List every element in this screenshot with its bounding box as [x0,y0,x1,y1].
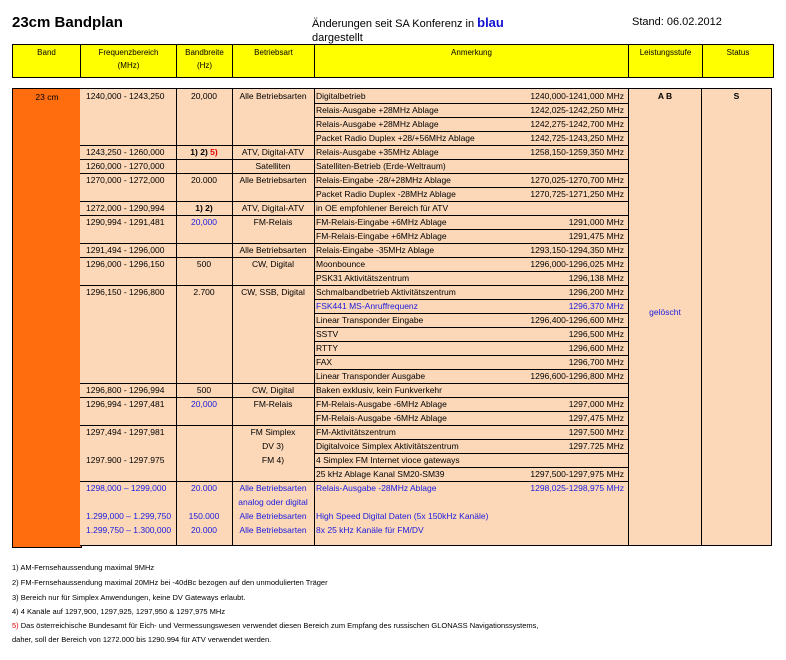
power-column [628,88,702,546]
footnote-4: 4) 4 Kanäle auf 1297,900, 1297,925, 1297,950 & 1297,975 MHz [12,607,226,616]
remark-frequency: 1296,000-1296,025 MHz [530,259,624,269]
remark-frequency: 1297,500 MHz [568,427,624,437]
remark-text: FAX [316,357,333,367]
remark-frequency: 1296,600 MHz [568,343,624,353]
freq-range: 1243,250 - 1260,000 [86,147,165,157]
bandwidth: 20.000 [191,483,217,493]
col-band-label: Band [37,48,56,57]
bandwidth: 150.000 [188,511,220,521]
mode: Alle Betriebsarten [239,175,307,185]
freq-range: 1260,000 - 1270,000 [86,161,165,171]
mode: CW, Digital [251,259,295,269]
remark-frequency: 1297.725 MHz [568,441,624,451]
band-label: 23 cm [35,92,59,102]
remark-text: 25 kHz Ablage Kanal SM20-SM39 [316,469,445,479]
footnote-5-marker: 5) [12,621,19,630]
remark-text: 4 Simplex FM Internet vioce gateways [316,455,460,465]
footnote-2: 2) FM-Fernsehaussendung maximal 20MHz bei -40dBc bezogen auf den unmodulierten Träger [12,578,328,587]
freq-range: 1296,000 - 1296,150 [86,259,165,269]
remark-frequency: 1297,000 MHz [568,399,624,409]
table-header [12,44,774,78]
remark-frequency: 1298,025-1298,975 MHz [530,483,624,493]
remark-frequency: 1242,275-1242,700 MHz [530,119,624,129]
changes-note-line2: dargestellt [312,32,363,44]
col-power-label: Leistungsstufe [639,48,692,57]
remark-text: Packet Radio Duplex -28MHz Ablage [316,189,456,199]
remark-text: Relais-Ausgabe +28MHz Ablage [316,105,439,115]
remark-text: Satelliten-Betrieb (Erde-Weltraum) [316,161,446,171]
remark-text: Packet Radio Duplex +28/+56MHz Ablage [316,133,475,143]
mode: Alle Betriebsarten [239,245,307,255]
mode: FM 4) [261,455,285,465]
bandplan-table [80,88,628,546]
remark-frequency: 1270,025-1270,700 MHz [530,175,624,185]
remark-text: Linear Transponder Eingabe [316,315,424,325]
mode: CW, SSB, Digital [241,287,305,297]
bandwidth: 500 [196,259,212,269]
changes-note [312,15,504,30]
col-status [703,45,773,77]
remark-text: Relais-Ausgabe +35MHz Ablage [316,147,439,157]
freq-range: 1272,000 - 1290,994 [86,203,165,213]
col-freq-label: Frequenzbereich [98,48,159,57]
remark-text: FM-Relais-Eingabe +6MHz Ablage [316,231,447,241]
remark-text: Relais-Eingabe -35MHz Ablage [316,245,435,255]
remark-text: FM-Relais-Ausgabe -6MHz Ablage [316,399,447,409]
geloescht-note: gelöscht [649,307,681,317]
freq-range: 1297,494 - 1297,981 [86,427,165,437]
remark-text: FM-Relais-Ausgabe -6MHz Ablage [316,413,447,423]
remark-text: 8x 25 kHz Kanäle für FM/DV [316,525,424,535]
footnote-5-text [12,621,539,630]
status-column [702,88,772,546]
mode: ATV, Digital-ATV [241,147,305,157]
remark-frequency: 1297,475 MHz [568,413,624,423]
footnote-5 [12,621,539,630]
remark-frequency: 1293,150-1294,350 MHz [530,245,624,255]
col-power [629,45,703,77]
bandwidth: 20.000 [191,525,217,535]
mode: Alle Betriebsarten [239,511,307,521]
remark-text: Relais-Ausgabe +28MHz Ablage [316,119,439,129]
power-value: A B [657,91,673,101]
bandwidth: 1) 2) 5) [190,147,218,157]
status-value: S [733,91,740,101]
bandwidth: 20,000 [191,91,217,101]
mode: FM Simplex [250,427,296,437]
remark-frequency: 1296,700 MHz [568,357,624,367]
bandwidth-note: 5) [210,147,218,157]
remark-frequency: 1270,725-1271,250 MHz [530,189,624,199]
page-title: 23cm Bandplan [12,14,123,31]
column-divider [314,89,315,545]
remark-frequency: 1242,025-1242,250 MHz [530,105,624,115]
remark-text: Baken exklusiv, kein Funkverkehr [316,385,442,395]
remark-text: Relais-Eingabe -28/+28MHz Ablage [316,175,451,185]
col-bw [177,45,233,77]
footnote-1: 1) AM-Fernsehaussendung maximal 9MHz [12,563,155,572]
remark-text: Moonbounce [316,259,366,269]
remark-frequency: 1296,200 MHz [568,287,624,297]
mode: analog oder digital [238,497,308,507]
changes-prefix: Änderungen seit SA Konferenz in [312,18,478,30]
remark-text: FSK441 MS-Anruffrequenz [316,301,418,311]
remark-frequency: 1296,600-1296,800 MHz [530,371,624,381]
remark-frequency: 1242,725-1243,250 MHz [530,133,624,143]
mode: DV 3) [262,441,284,451]
col-bw-unit: (Hz) [196,61,213,70]
mode: FM-Relais [253,399,293,409]
col-freq [81,45,177,77]
remark-text: RTTY [316,343,339,353]
remark-frequency: 1296,370 MHz [568,301,624,311]
remark-text: FM-Aktivitätszentrum [316,427,396,437]
mode: CW, Digital [251,385,295,395]
footnote-5-cont: daher, soll der Bereich von 1272.000 bis 1290.994 für ATV verwendet werden. [12,635,272,644]
mode: Alle Betriebsarten [239,483,307,493]
footnote-3: 3) Bereich nur für Simplex Anwendungen, keine DV Gateways erlaubt. [12,593,246,602]
mode: Alle Betriebsarten [239,91,307,101]
freq-range: 1.299,750 – 1.300,000 [86,525,172,535]
freq-range: 1240,000 - 1243,250 [86,91,165,101]
remark-text: Linear Transponder Ausgabe [316,371,426,381]
freq-range: 1296,994 - 1297,481 [86,399,165,409]
remark-frequency: 1291,000 MHz [568,217,624,227]
remark-text: High Speed Digital Daten (5x 150kHz Kanäle) [316,511,489,521]
mode: FM-Relais [253,217,293,227]
remark-text: Relais-Ausgabe -28MHz Ablage [316,483,437,493]
remark-frequency: 1291,475 MHz [568,231,624,241]
col-mode [233,45,315,77]
remark-text: in OE empfohlener Bereich für ATV [316,203,449,213]
remark-frequency: 1296,138 MHz [568,273,624,283]
freq-range: 1270,000 - 1272,000 [86,175,165,185]
mode: Satelliten [255,161,291,171]
changes-blue-word: blau [477,15,504,30]
stand-date: Stand: 06.02.2012 [632,16,722,28]
freq-range: 1290,994 - 1291,481 [86,217,165,227]
col-status-label: Status [726,48,750,57]
remark-text: PSK31 Aktivitätszentrum [316,273,410,283]
remark-text: SSTV [316,329,339,339]
remark-text: FM-Relais-Eingabe +6MHz Ablage [316,217,447,227]
col-remark-label: Anmerkung [451,48,492,57]
freq-range: 1291,494 - 1296,000 [86,245,165,255]
freq-range: 1297.900 - 1297.975 [86,455,165,465]
bandwidth: 20.000 [191,175,217,185]
col-mode-label: Betriebsart [254,48,293,57]
remark-text: Digitalvoice Simplex Aktivitätszentrum [316,441,459,451]
remark-text: Schmalbandbetrieb Aktivitätszentrum [316,287,456,297]
remark-frequency: 1240,000-1241,000 MHz [530,91,624,101]
col-band [13,45,81,77]
mode: ATV, Digital-ATV [241,203,305,213]
bandwidth: 1) 2) [195,203,213,213]
freq-range: 1298,000 – 1299,000 [86,483,167,493]
mode: Alle Betriebsarten [239,525,307,535]
freq-range: 1.299,000 – 1.299,750 [86,511,172,521]
bandwidth: 20,000 [191,399,217,409]
footnote-5-body: Das österreichische Bundesamt für Eich- und Vermessungswesen verwendet diesen Bereich zum Empfang des russischen GLONASS Navigationssystems, [18,621,539,630]
col-freq-unit: (MHz) [117,61,140,70]
bandwidth: 2.700 [193,287,215,297]
bandwidth: 500 [196,385,212,395]
remark-text: Digitalbetrieb [316,91,366,101]
freq-range: 1296,150 - 1296,800 [86,287,165,297]
col-bw-label: Bandbreite [185,48,224,57]
remark-frequency: 1258,150-1259,350 MHz [530,147,624,157]
remark-frequency: 1296,500 MHz [568,329,624,339]
freq-range: 1296,800 - 1296,994 [86,385,165,395]
band-cell [12,88,82,548]
bandwidth: 20,000 [191,217,217,227]
remark-frequency: 1296,400-1296,600 MHz [530,315,624,325]
col-remark [315,45,629,77]
remark-frequency: 1297,500-1297,975 MHz [530,469,624,479]
